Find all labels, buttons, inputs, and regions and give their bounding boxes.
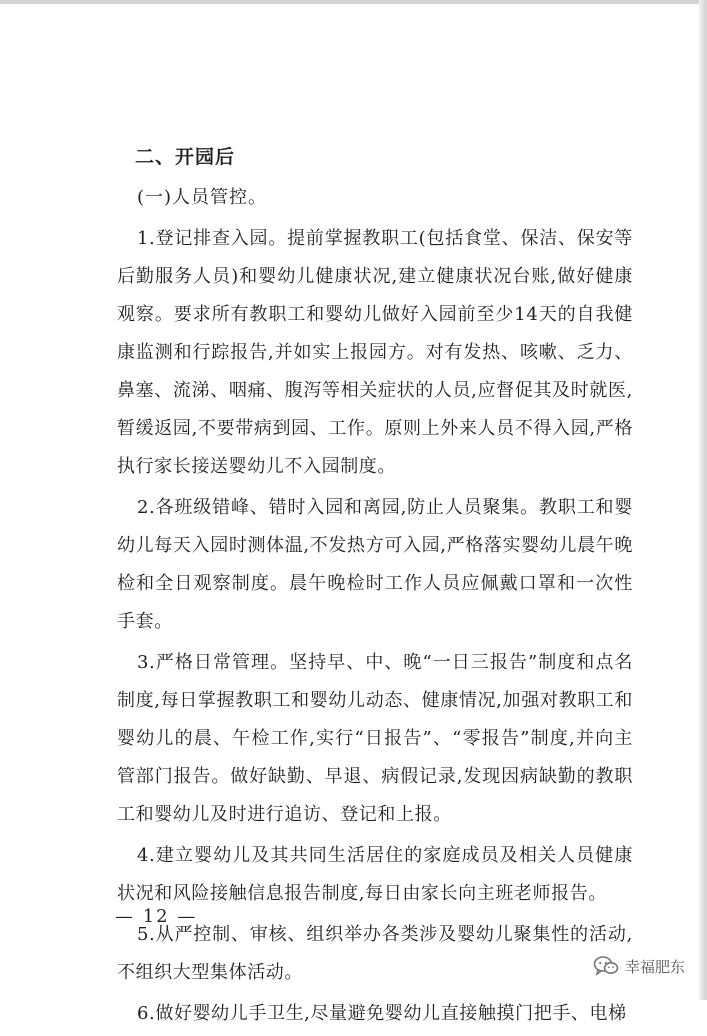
subsection-heading: (一)人员管控。 <box>137 187 268 208</box>
watermark-text: 幸福肥东 <box>624 957 685 976</box>
paragraph-5: 5.从严控制、审核、组织举办各类涉及婴幼儿聚集性的活动,不组织大型集体活动。 <box>117 924 633 983</box>
section-heading: 二、开园后 <box>135 146 236 168</box>
wechat-icon <box>593 955 619 977</box>
paragraph-6: 6.做好婴幼儿手卫生,尽量避免婴幼儿直接触摸门把手、电梯 <box>137 1003 627 1024</box>
page-number: — 12 — <box>115 906 198 927</box>
paragraph-3: 3.严格日常管理。坚持早、中、晚“一日三报告”制度和点名制度,每日掌握教职工和婴幼儿动态、健康情况,加强对教职工和婴幼儿的晨、午检工作,实行“日报告”、“零报告”制度,并向主管部门报告。做好缺勤、早退、病假记录,发现因病缺勤的教职工和婴幼儿及时进行追访、登记和上报。 <box>117 652 633 825</box>
scan-edge-right <box>699 0 707 1000</box>
paragraph-4: 4.建立婴幼儿及其共同生活居住的家庭成员及相关人员健康状况和风险接触信息报告制度,每日由家长向主班老师报告。 <box>117 845 633 904</box>
paragraph-2: 2.各班级错峰、错时入园和离园,防止人员聚集。教职工和婴幼儿每天入园时测体温,不发热方可入园,严格落实婴幼儿晨午晚检和全日观察制度。晨午晚检时工作人员应佩戴口罩和一次性手套。 <box>117 497 633 632</box>
watermark <box>593 955 685 977</box>
document-body <box>117 138 633 1036</box>
scan-edge-top <box>0 0 707 4</box>
paragraph-1: 1.登记排查入园。提前掌握教职工(包括食堂、保洁、保安等后勤服务人员)和婴幼儿健康状况,建立健康状况台账,做好健康观察。要求所有教职工和婴幼儿做好入园前至少14天的自我健康监测和行踪报告,并如实上报园方。对有发热、咳嗽、乏力、鼻塞、流涕、咽痛、腹泻等相关症状的人员,应督促其及时就医,暂缓返园,不要带病到园、工作。原则上外来人员不得入园,严格执行家长接送婴幼儿不入园制度。 <box>117 228 633 477</box>
